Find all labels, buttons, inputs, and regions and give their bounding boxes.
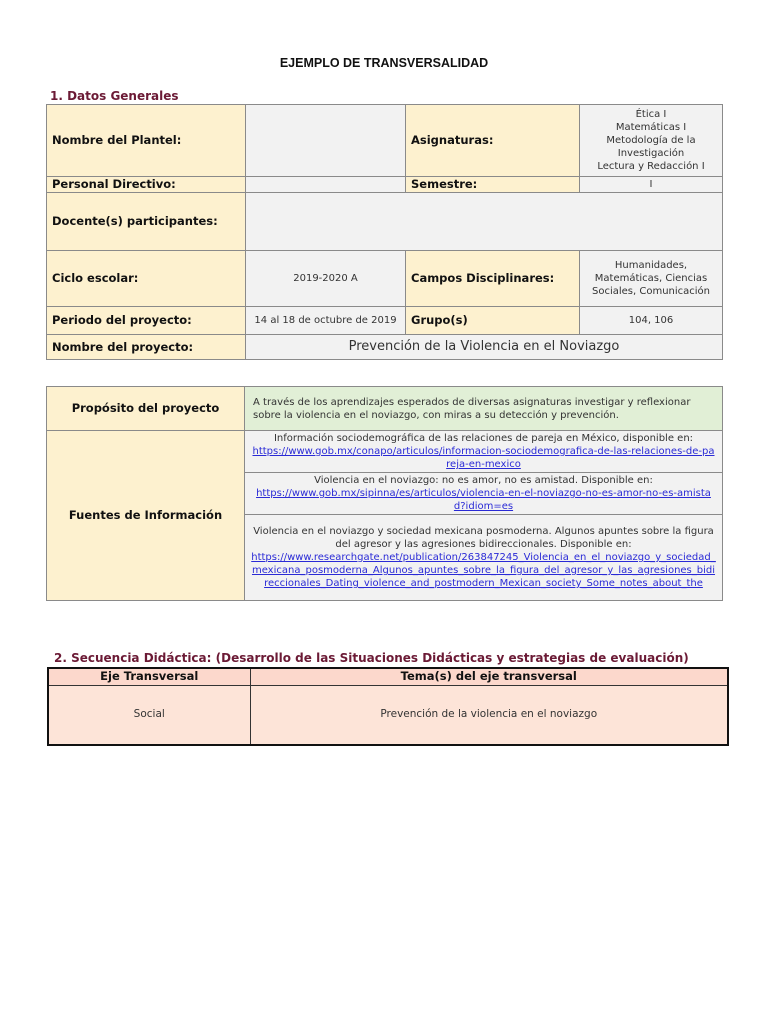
fuente-item [245,431,723,473]
plantel-value[interactable] [246,105,406,177]
fuente-text: Violencia en el noviazgo: no es amor, no es amistad. Disponible en: [314,475,653,486]
eje-transversal-header: Eje Transversal [48,668,250,685]
document-title: EJEMPLO DE TRANSVERSALIDAD [279,56,489,70]
fuente-link[interactable]: https://www.gob.mx/conapo/articulos/informacion-sociodemografica-de-las-relaciones-de-pareja-en-mexico [252,446,715,470]
fuente-text: Información sociodemográfica de las relaciones de pareja en México, disponible en: [273,433,694,444]
secuencia-didactica-table [47,667,729,746]
fuente-text: Violencia en el noviazgo y sociedad mexicana posmoderna. Algunos apuntes sobre la figura del agresor y las agresiones bidireccionales. Disponible en: [253,526,714,550]
docentes-value[interactable] [246,193,723,251]
asignatura-item: Metodología de la Investigación [606,135,696,159]
nombre-proyecto-value: Prevención de la Violencia en el Noviazgo [246,335,723,360]
proposito-label: Propósito del proyecto [47,387,245,431]
grupos-label: Grupo(s) [406,307,580,335]
tema-eje-value: Prevención de la violencia en el noviazgo [250,685,728,745]
fuente-item [245,473,723,515]
docentes-label: Docente(s) participantes: [47,193,246,251]
datos-generales-table [46,104,723,360]
campos-disciplinares-label: Campos Disciplinares: [406,251,580,307]
proposito-fuentes-table [46,386,723,601]
tema-eje-header: Tema(s) del eje transversal [250,668,728,685]
asignatura-item: Lectura y Redacción I [597,161,705,172]
semestre-value: I [580,177,723,193]
personal-directivo-value[interactable] [246,177,406,193]
campos-disciplinares-value: Humanidades, Matemáticas, Ciencias Sociales, Comunicación [580,251,723,307]
fuente-link[interactable]: https://www.researchgate.net/publication/263847245_Violencia_en_el_noviazgo_y_sociedad_mexicana_posmoderna_Algunos_apuntes_sobre_la_figura_del_agresor_y_las_agresiones_bidireccionales_Dating_violence_and_postmodern_Mexican_society_Some_notes_about_the [251,552,716,589]
ciclo-escolar-label: Ciclo escolar: [47,251,246,307]
fuente-item [245,515,723,601]
asignatura-item: Matemáticas I [615,122,687,133]
asignaturas-label: Asignaturas: [406,105,580,177]
semestre-label: Semestre: [406,177,580,193]
section-heading-secuencia-didactica: 2. Secuencia Didáctica: (Desarrollo de las Situaciones Didácticas y estrategias de evaluación) [54,651,689,665]
fuente-link[interactable]: https://www.gob.mx/sipinna/es/articulos/violencia-en-el-noviazgo-no-es-amor-no-es-amistad?idiom=es [256,488,711,512]
personal-directivo-label: Personal Directivo: [47,177,246,193]
periodo-value: 14 al 18 de octubre de 2019 [246,307,406,335]
ciclo-escolar-value: 2019-2020 A [246,251,406,307]
asignatura-item: Ética I [635,109,667,120]
eje-transversal-value: Social [48,685,250,745]
proposito-value: A través de los aprendizajes esperados de diversas asignaturas investigar y reflexionar sobre la violencia en el noviazgo, con miras a su detección y prevención. [245,387,723,431]
periodo-label: Periodo del proyecto: [47,307,246,335]
grupos-value: 104, 106 [580,307,723,335]
section-heading-datos-generales: 1. Datos Generales [50,89,179,103]
fuentes-label: Fuentes de Información [47,431,245,601]
nombre-proyecto-label: Nombre del proyecto: [47,335,246,360]
plantel-label: Nombre del Plantel: [47,105,246,177]
asignaturas-value [580,105,723,177]
